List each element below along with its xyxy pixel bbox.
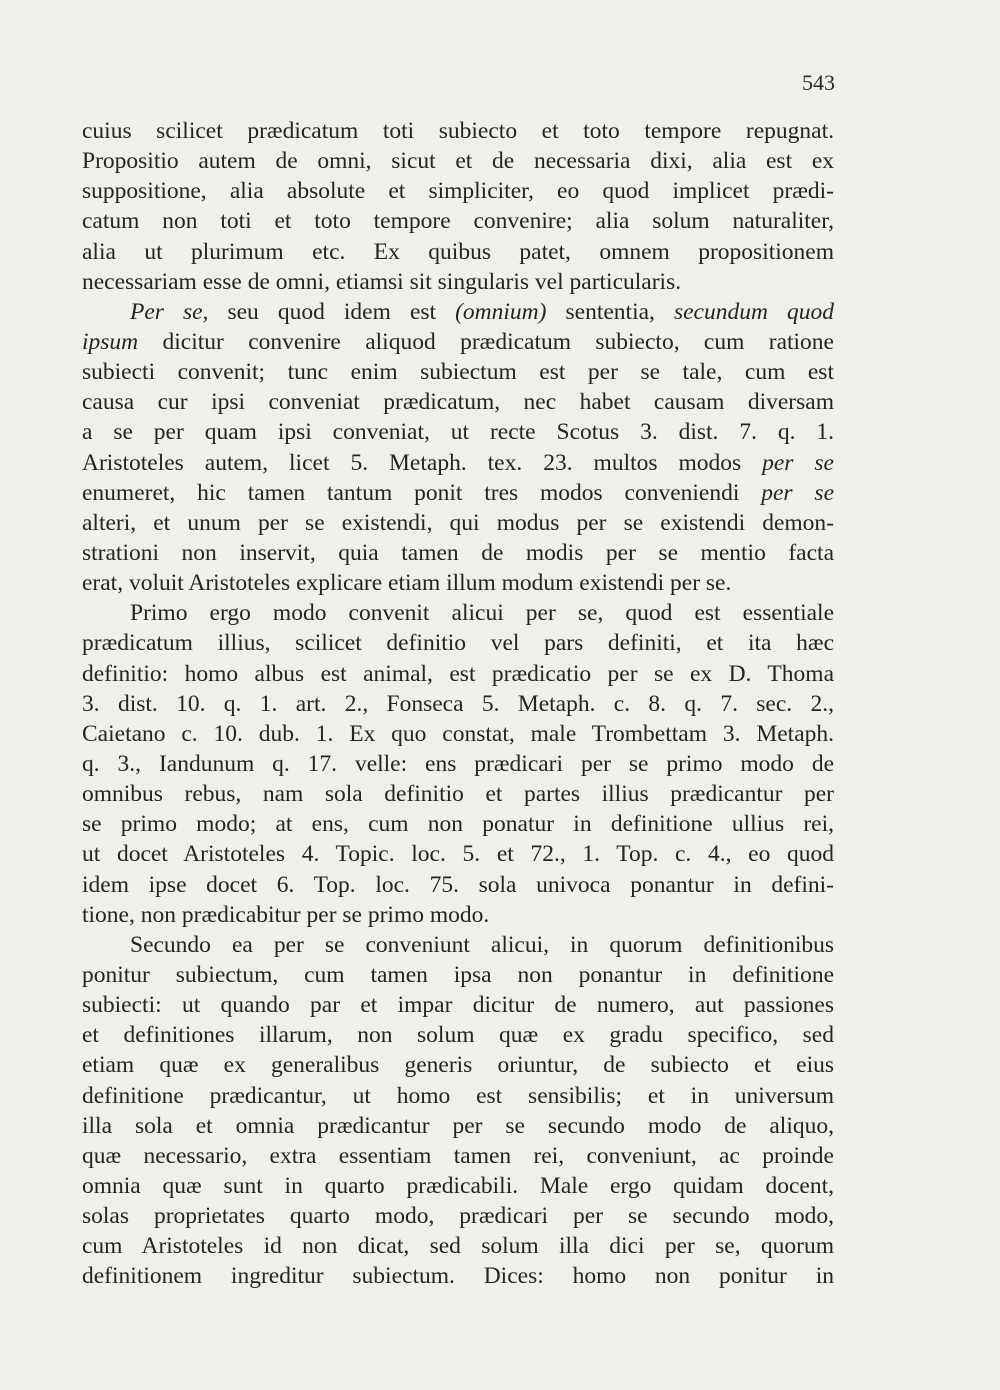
italic-text: secundum quod	[673, 298, 834, 325]
text-run: et definitiones illarum, non solum quæ ex gradu specifico, sed	[82, 1022, 834, 1049]
text-line	[82, 267, 834, 297]
text-line	[82, 870, 834, 900]
body-text	[82, 116, 834, 1291]
text-line	[82, 1081, 834, 1111]
text-run: tione, non prædicabitur per se primo modo.	[82, 901, 490, 928]
text-run: q. 3., Iandunum q. 17. velle: ens prædicari per se primo modo de	[82, 750, 834, 777]
text-line	[82, 176, 834, 206]
text-run: 3. dist. 10. q. 1. art. 2., Fonseca 5. Metaph. c. 8. q. 7. sec. 2.,	[82, 690, 834, 717]
text-line	[82, 448, 834, 478]
text-line	[82, 779, 834, 809]
text-line	[82, 1201, 834, 1231]
text-run: solas proprietates quarto modo, prædicari per se secundo modo,	[82, 1203, 834, 1230]
text-line	[82, 1111, 834, 1141]
text-line	[82, 116, 834, 146]
text-line	[82, 1231, 834, 1261]
text-run: omnia quæ sunt in quarto prædicabili. Male ergo quidam docent,	[82, 1172, 834, 1199]
text-line	[82, 1020, 834, 1050]
text-line	[82, 598, 834, 628]
text-run: dicitur convenire aliquod prædicatum subiecto, cum ratione	[138, 328, 834, 355]
text-run: ponitur subiectum, cum tamen ipsa non ponantur in definitione	[82, 961, 834, 988]
text-line	[82, 206, 834, 236]
text-run: a se per quam ipsi conveniat, ut recte Scotus 3. dist. 7. q. 1.	[82, 419, 834, 446]
text-line	[82, 659, 834, 689]
text-run: necessariam esse de omni, etiamsi sit singularis vel particularis.	[82, 268, 682, 295]
text-line	[82, 809, 834, 839]
italic-text: per se	[761, 479, 834, 506]
text-line	[82, 538, 834, 568]
text-run: erat, voluit Aristoteles explicare etiam illum modum existendi per se.	[82, 570, 732, 597]
text-run: enumeret, hic tamen tantum ponit tres modos conveniendi	[82, 479, 762, 506]
text-run: quæ necessario, extra essentiam tamen rei, conveniunt, ac proinde	[82, 1142, 834, 1169]
text-line	[82, 839, 834, 869]
text-run: prædicatum illius, scilicet definitio vel pars definiti, et ita hæc	[82, 630, 834, 657]
text-run: cuius scilicet prædicatum toti subiecto et toto tempore repugnat.	[82, 118, 834, 144]
italic-text: (omnium)	[455, 298, 547, 325]
text-line	[82, 387, 834, 417]
text-line	[82, 357, 834, 387]
text-run: strationi non inservit, quia tamen de modis per se mentio facta	[82, 539, 834, 566]
text-line	[82, 1261, 834, 1291]
italic-text: ipsum	[82, 328, 139, 355]
text-line	[82, 960, 834, 990]
text-run: subiecti convenit; tunc enim subiectum est per se tale, cum est	[82, 359, 834, 386]
text-run: idem ipse docet 6. Top. loc. 75. sola univoca ponantur in defini-	[82, 871, 834, 898]
text-run: Caietano c. 10. dub. 1. Ex quo constat, male Trombettam 3. Metaph.	[82, 720, 834, 747]
text-run: Aristoteles autem, licet 5. Metaph. tex. 23. multos modos	[82, 449, 763, 476]
text-line	[82, 568, 834, 598]
text-line	[82, 327, 834, 357]
text-line	[82, 1141, 834, 1171]
text-run: definitionem ingreditur subiectum. Dices: homo non ponitur in	[82, 1263, 834, 1290]
text-run: se primo modo; at ens, cum non ponatur in definitione ullius rei,	[82, 811, 834, 838]
text-line	[82, 628, 834, 658]
text-line	[82, 930, 834, 960]
text-run: etiam quæ ex generalibus generis oriuntur, de subiecto et eius	[82, 1052, 834, 1079]
text-line	[82, 417, 834, 447]
text-run: omnibus rebus, nam sola definitio et partes illius prædicantur per	[82, 781, 834, 808]
text-line	[82, 719, 834, 749]
text-run: cum Aristoteles id non dicat, sed solum illa dici per se, quorum	[82, 1233, 834, 1260]
text-line	[82, 478, 834, 508]
text-run: suppositione, alia absolute et simpliciter, eo quod implicet prædi-	[82, 178, 834, 205]
text-run: seu quod idem est	[208, 298, 456, 325]
text-run: Primo ergo modo convenit alicui per se, quod est essentiale	[130, 600, 834, 627]
text-line	[82, 749, 834, 779]
text-run: catum non toti et toto tempore convenire; alia solum naturaliter,	[82, 208, 834, 235]
page-number: 543	[802, 70, 835, 95]
text-run: Secundo ea per se conveniunt alicui, in quorum definitionibus	[130, 931, 834, 958]
text-line	[82, 508, 834, 538]
text-line	[82, 689, 834, 719]
text-run: ut docet Aristoteles 4. Topic. loc. 5. et 72., 1. Top. c. 4., eo quod	[82, 841, 834, 868]
text-run: sententia,	[546, 298, 674, 325]
text-line	[82, 146, 834, 176]
text-run: alteri, et unum per se existendi, qui modus per se existendi demon-	[82, 509, 834, 536]
text-run: subiecti: ut quando par et impar dicitur de numero, aut passiones	[82, 992, 834, 1019]
italic-text: per se	[762, 449, 834, 476]
text-run: definitione prædicantur, ut homo est sensibilis; et in universum	[82, 1082, 834, 1109]
text-run: definitio: homo albus est animal, est prædicatio per se ex D. Thoma	[82, 660, 834, 687]
text-run: illa sola et omnia prædicantur per se secundo modo de aliquo,	[82, 1112, 834, 1139]
text-run: Propositio autem de omni, sicut et de necessaria dixi, alia est ex	[82, 148, 834, 175]
text-run: causa cur ipsi conveniat prædicatum, nec habet causam diversam	[82, 389, 834, 416]
text-run: alia ut plurimum etc. Ex quibus patet, omnem propositionem	[82, 238, 834, 265]
text-line	[82, 237, 834, 267]
text-line	[82, 990, 834, 1020]
text-line	[82, 297, 834, 327]
text-line	[82, 900, 834, 930]
italic-text: Per se,	[130, 298, 209, 325]
text-line	[82, 1050, 834, 1080]
text-line	[82, 1171, 834, 1201]
